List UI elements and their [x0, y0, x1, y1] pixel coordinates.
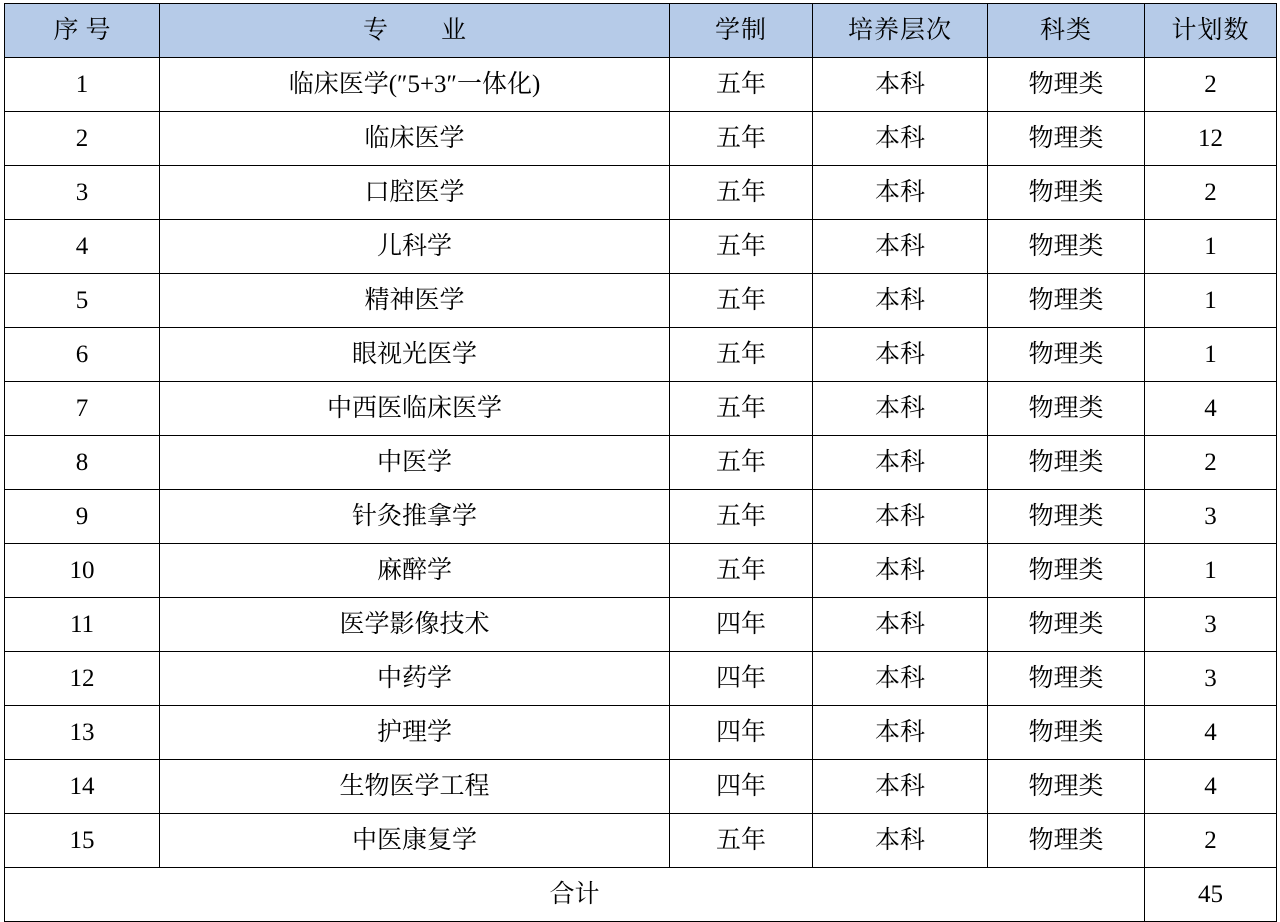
- cell-type: 物理类: [988, 274, 1145, 328]
- column-header-index: 序号: [5, 4, 160, 58]
- cell-index: 2: [5, 112, 160, 166]
- cell-plan: 2: [1145, 814, 1277, 868]
- cell-level: 本科: [813, 544, 988, 598]
- cell-index: 14: [5, 760, 160, 814]
- cell-index: 8: [5, 436, 160, 490]
- table-row: [5, 382, 1277, 436]
- cell-type: 物理类: [988, 382, 1145, 436]
- cell-length: 五年: [670, 328, 813, 382]
- cell-length: 五年: [670, 274, 813, 328]
- enrollment-plan-table-container: [0, 3, 1280, 922]
- cell-major: 眼视光医学: [160, 328, 670, 382]
- cell-type: 物理类: [988, 436, 1145, 490]
- column-header-length: 学制: [670, 4, 813, 58]
- table-row: [5, 490, 1277, 544]
- column-header-major: 专 业: [160, 4, 670, 58]
- cell-type: 物理类: [988, 112, 1145, 166]
- cell-length: 五年: [670, 814, 813, 868]
- table-row: [5, 598, 1277, 652]
- cell-type: 物理类: [988, 814, 1145, 868]
- cell-major: 中西医临床医学: [160, 382, 670, 436]
- cell-type: 物理类: [988, 166, 1145, 220]
- cell-major: 护理学: [160, 706, 670, 760]
- table-row: [5, 706, 1277, 760]
- table-row: [5, 544, 1277, 598]
- cell-index: 3: [5, 166, 160, 220]
- table-total-row: [5, 868, 1277, 922]
- cell-level: 本科: [813, 328, 988, 382]
- cell-major: 麻醉学: [160, 544, 670, 598]
- column-header-plan: 计划数: [1145, 4, 1277, 58]
- cell-length: 五年: [670, 112, 813, 166]
- cell-level: 本科: [813, 436, 988, 490]
- cell-level: 本科: [813, 112, 988, 166]
- cell-type: 物理类: [988, 490, 1145, 544]
- table-row: [5, 652, 1277, 706]
- table-row: [5, 58, 1277, 112]
- header-row: [5, 4, 1277, 58]
- cell-plan: 2: [1145, 166, 1277, 220]
- cell-length: 四年: [670, 760, 813, 814]
- cell-plan: 3: [1145, 652, 1277, 706]
- cell-index: 11: [5, 598, 160, 652]
- cell-index: 6: [5, 328, 160, 382]
- cell-major: 中医学: [160, 436, 670, 490]
- table-row: [5, 112, 1277, 166]
- cell-major: 中药学: [160, 652, 670, 706]
- cell-plan: 12: [1145, 112, 1277, 166]
- cell-level: 本科: [813, 706, 988, 760]
- cell-index: 13: [5, 706, 160, 760]
- cell-type: 物理类: [988, 652, 1145, 706]
- cell-level: 本科: [813, 760, 988, 814]
- cell-level: 本科: [813, 652, 988, 706]
- cell-major: 口腔医学: [160, 166, 670, 220]
- cell-plan: 1: [1145, 274, 1277, 328]
- cell-type: 物理类: [988, 598, 1145, 652]
- cell-level: 本科: [813, 382, 988, 436]
- cell-index: 1: [5, 58, 160, 112]
- cell-major: 临床医学: [160, 112, 670, 166]
- table-row: [5, 814, 1277, 868]
- cell-index: 12: [5, 652, 160, 706]
- cell-major: 精神医学: [160, 274, 670, 328]
- cell-length: 五年: [670, 58, 813, 112]
- cell-index: 5: [5, 274, 160, 328]
- table-body: [5, 58, 1277, 922]
- cell-length: 五年: [670, 490, 813, 544]
- cell-index: 10: [5, 544, 160, 598]
- cell-index: 7: [5, 382, 160, 436]
- cell-major: 医学影像技术: [160, 598, 670, 652]
- cell-plan: 1: [1145, 544, 1277, 598]
- cell-plan: 2: [1145, 436, 1277, 490]
- cell-level: 本科: [813, 58, 988, 112]
- table-row: [5, 274, 1277, 328]
- cell-level: 本科: [813, 490, 988, 544]
- cell-major: 针灸推拿学: [160, 490, 670, 544]
- column-header-level: 培养层次: [813, 4, 988, 58]
- cell-length: 五年: [670, 436, 813, 490]
- cell-length: 四年: [670, 598, 813, 652]
- cell-index: 9: [5, 490, 160, 544]
- cell-length: 五年: [670, 166, 813, 220]
- cell-length: 四年: [670, 706, 813, 760]
- cell-level: 本科: [813, 274, 988, 328]
- enrollment-plan-table: [4, 3, 1277, 922]
- total-label: 合计: [5, 868, 1145, 922]
- cell-plan: 3: [1145, 490, 1277, 544]
- cell-length: 五年: [670, 220, 813, 274]
- cell-type: 物理类: [988, 544, 1145, 598]
- table-row: [5, 436, 1277, 490]
- cell-major: 中医康复学: [160, 814, 670, 868]
- cell-type: 物理类: [988, 706, 1145, 760]
- cell-plan: 4: [1145, 706, 1277, 760]
- cell-level: 本科: [813, 166, 988, 220]
- table-row: [5, 760, 1277, 814]
- cell-plan: 4: [1145, 760, 1277, 814]
- total-value: 45: [1145, 868, 1277, 922]
- cell-length: 四年: [670, 652, 813, 706]
- cell-level: 本科: [813, 814, 988, 868]
- cell-level: 本科: [813, 220, 988, 274]
- cell-major: 临床医学(″5+3″一体化): [160, 58, 670, 112]
- cell-index: 15: [5, 814, 160, 868]
- table-row: [5, 328, 1277, 382]
- cell-index: 4: [5, 220, 160, 274]
- cell-level: 本科: [813, 598, 988, 652]
- table-row: [5, 220, 1277, 274]
- cell-type: 物理类: [988, 220, 1145, 274]
- cell-plan: 1: [1145, 220, 1277, 274]
- cell-type: 物理类: [988, 760, 1145, 814]
- column-header-type: 科类: [988, 4, 1145, 58]
- cell-major: 儿科学: [160, 220, 670, 274]
- cell-plan: 2: [1145, 58, 1277, 112]
- cell-plan: 3: [1145, 598, 1277, 652]
- cell-type: 物理类: [988, 58, 1145, 112]
- cell-type: 物理类: [988, 328, 1145, 382]
- table-header: [5, 4, 1277, 58]
- cell-length: 五年: [670, 382, 813, 436]
- cell-plan: 4: [1145, 382, 1277, 436]
- cell-length: 五年: [670, 544, 813, 598]
- table-row: [5, 166, 1277, 220]
- cell-plan: 1: [1145, 328, 1277, 382]
- cell-major: 生物医学工程: [160, 760, 670, 814]
